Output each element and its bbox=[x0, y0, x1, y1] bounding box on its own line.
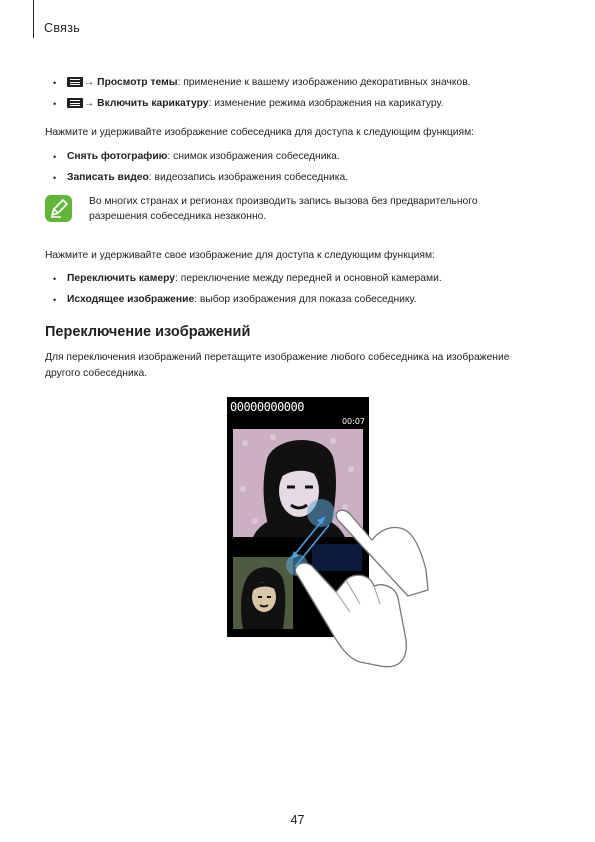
section-title: Связь bbox=[44, 21, 81, 35]
bullet-marker: • bbox=[53, 99, 57, 109]
list-item-term: Включить карикатуру bbox=[97, 98, 209, 109]
bullet-marker: • bbox=[53, 78, 57, 88]
list-item-desc: : применение к вашему изображению декоративных значков. bbox=[177, 77, 471, 88]
note-text-line: разрешения собеседника незаконно. bbox=[89, 211, 267, 222]
list-item-desc: : снимок изображения собеседника. bbox=[167, 151, 340, 162]
list-item bbox=[67, 293, 417, 307]
list-item bbox=[67, 76, 471, 90]
list-item-term: Снять фотографию bbox=[67, 151, 168, 162]
list-item-desc: : видеозапись изображения собеседника. bbox=[148, 172, 349, 183]
section-divider bbox=[33, 0, 34, 38]
subheading: Переключение изображений bbox=[45, 324, 251, 340]
hand-gesture-icon bbox=[280, 500, 430, 670]
bullet-marker: • bbox=[53, 274, 57, 284]
page-number: 47 bbox=[290, 813, 305, 827]
list-item bbox=[67, 150, 340, 164]
menu-icon bbox=[67, 98, 83, 108]
list-item-term: Переключить камеру bbox=[67, 273, 176, 284]
menu-icon bbox=[67, 77, 83, 87]
list-item-desc: : переключение между передней и основной камерами. bbox=[175, 273, 442, 284]
list-item-desc: : изменение режима изображения на карикатуру. bbox=[208, 98, 444, 109]
paragraph: Нажмите и удерживайте изображение собеседника для доступа к следующим функциям: bbox=[45, 127, 475, 138]
list-item-term: Исходящее изображение bbox=[67, 294, 195, 305]
note-text-line: Во многих странах и регионах производить запись вызова без предварительного bbox=[89, 196, 478, 207]
call-timer: 00:07 bbox=[341, 417, 365, 426]
paragraph: Нажмите и удерживайте свое изображение для доступа к следующим функциям: bbox=[45, 250, 435, 261]
arrow: → bbox=[84, 77, 95, 88]
bullet-marker: • bbox=[53, 173, 57, 183]
bullet-marker: • bbox=[53, 295, 57, 305]
arrow: → bbox=[84, 98, 95, 109]
list-item bbox=[67, 97, 443, 111]
paragraph-line: Для переключения изображений перетащите изображение любого собеседника на изображение bbox=[45, 352, 510, 363]
list-item-term: Просмотр темы bbox=[97, 77, 178, 88]
list-item bbox=[67, 171, 348, 185]
paragraph-line: другого собеседника. bbox=[45, 368, 148, 379]
list-item bbox=[67, 272, 442, 286]
list-item-desc: : выбор изображения для показа собеседнику. bbox=[194, 294, 417, 305]
caller-number: 00000000000 bbox=[230, 400, 304, 414]
bullet-marker: • bbox=[53, 152, 57, 162]
note-pencil-icon bbox=[45, 195, 72, 222]
list-item-term: Записать видео bbox=[67, 172, 149, 183]
